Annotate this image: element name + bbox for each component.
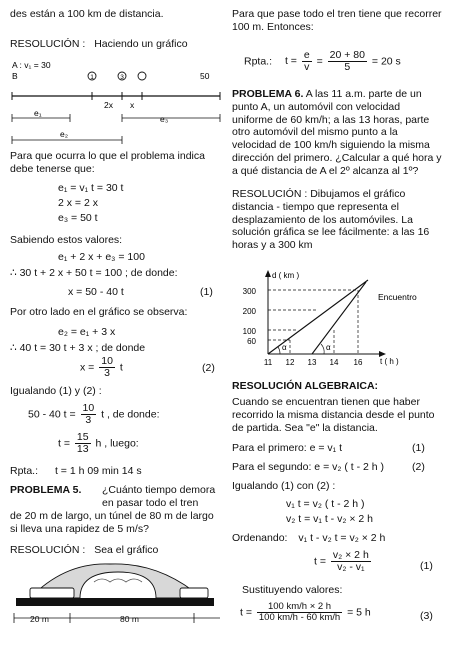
para-4: Igualando (1) y (2) :	[10, 385, 102, 397]
label-80m: 80 m	[120, 614, 139, 624]
problema-5-line-2: en pasar todo el tren	[102, 497, 199, 509]
eq-9: x = $\frac{10}{3}$ t	[80, 355, 123, 380]
eq-9-tag: (2)	[202, 362, 215, 374]
eq-2: 2 x = 2 x	[58, 197, 98, 209]
rpta-2: Rpta.: t = $\frac{e}{v}$ = $\frac{20 + 80}{5}$ = 20 s	[244, 49, 401, 74]
circle-1-label: 1	[90, 74, 94, 81]
label-x: x	[130, 100, 135, 110]
circle-marker-3	[118, 72, 126, 81]
problema-5-line-1: ¿Cuánto tiempo demora	[102, 484, 216, 496]
y-tick-300: 300	[242, 287, 256, 296]
eq-r2: v₂ t = v₁ t - v₂ × 2 h	[286, 513, 373, 525]
eq-7: e₂ = e₁ + 3 x	[58, 326, 116, 338]
label-b: B	[12, 71, 18, 81]
tunnel-diagram	[10, 560, 222, 628]
distance-time-graph	[232, 268, 442, 372]
problema-5-title: PROBLEMA 5.	[10, 484, 82, 496]
y-tick-60: 60	[247, 337, 256, 346]
eq-8: ∴ 40 t = 30 t + 3 x ; de donde	[10, 342, 146, 354]
eq-4: e₁ + 2 x + e₃ = 100	[58, 251, 145, 263]
eq-11: t = $\frac{15}{13}$ h , luego:	[58, 431, 139, 456]
alpha-2: α	[326, 343, 331, 352]
resolucion-1-label: RESOLUCIÓN :	[10, 38, 86, 50]
eq-3: e₃ = 50 t	[58, 212, 98, 224]
rpta-1: Rpta.: t = 1 h 09 min 14 s	[10, 465, 142, 477]
train-car-shape	[180, 588, 208, 598]
resolucion-3	[232, 188, 442, 252]
eq-6: x = 50 - 40 t	[68, 286, 124, 298]
eq-r4: t = $\frac{\text{v₂ × 2 h}}{\text{v₂ - v₁}}$	[314, 549, 369, 574]
y-tick-200: 200	[242, 307, 256, 316]
circle-3-label: 3	[120, 74, 124, 81]
eq-10: 50 - 40 t = $\frac{10}{3}$ t , de donde:	[28, 402, 160, 427]
eq-1: e₁ = v₁ t = 30 t	[58, 182, 124, 194]
eq-6-tag: (1)	[200, 286, 213, 298]
label-e3: e₃	[160, 114, 169, 124]
problema-6	[232, 88, 442, 178]
y-axis-label: d ( km )	[272, 271, 300, 280]
resolucion-3-label: RESOLUCIÓN :	[232, 188, 308, 200]
para-5: Cuando se encuentran tienen que haber recorrido la misma distancia desde el punto de partida. Sea "e" la distancia.	[232, 396, 435, 434]
alpha-1: α	[282, 343, 287, 352]
label-e1: e₁	[34, 108, 42, 118]
resolucion-4-title: RESOLUCIÓN ALGEBRAICA:	[232, 380, 379, 392]
eq-r5-tag: (3)	[420, 610, 433, 622]
label-a: A : v₁ = 30	[12, 60, 51, 70]
line-segundo: Para el segundo: e = v₂ ( t - 2 h )	[232, 461, 385, 473]
x-tick-11: 11	[263, 358, 273, 367]
ordenando: Ordenando: v₁ t - v₂ t = v₂ × 2 h	[232, 532, 386, 544]
sustituyendo: Sustituyendo valores:	[242, 584, 343, 596]
line-primero-tag: (1)	[412, 442, 425, 454]
eq-5: ∴ 30 t + 2 x + 50 t = 100 ; de donde:	[10, 267, 178, 279]
x-axis-label: t ( h )	[380, 357, 399, 366]
intro-tail: des están a 100 km de distancia.	[10, 8, 164, 20]
resolucion-3-text: Dibujamos el gráfico distancia - tiempo que representa el desplazamiento de los automóviles. La solución gráfica se lee fácilmente: a las 16 horas y a 300 km	[232, 188, 430, 252]
para-1: Para que ocurra lo que el problema indica debe tenerse que:	[10, 150, 205, 175]
rail-track	[16, 598, 214, 606]
problema-6-text: A las 11 a.m. parte de un punto A, un automóvil con velocidad uniforme de 60 km/h; a las 13 horas, parte otro automóvil del mismo punto a la velocidad de 100 km/h siguiendo la misma dirección del primero. ¿Calcular a qué hora y a qué distancia de A el 2º alcanza al 1º?	[232, 88, 442, 177]
resolucion-2: RESOLUCIÓN : Sea el gráfico	[10, 544, 159, 556]
x-tick-16: 16	[353, 358, 363, 367]
line-segundo-tag: (2)	[412, 461, 425, 473]
label-2x: 2x	[104, 100, 113, 110]
problema-5-line-4: si lleva una rapidez de 5 m/s?	[10, 523, 149, 535]
line-igualando: Igualando (1) con (2) :	[232, 480, 336, 492]
right-intro: Para que pase todo el tren tiene que recorrer 100 m. Entonces:	[232, 8, 442, 33]
eq-r4-tag: (1)	[420, 560, 433, 572]
resolucion-1	[10, 38, 188, 51]
train-shape	[30, 588, 74, 598]
x-tick-14: 14	[329, 358, 339, 367]
para-3: Por otro lado en el gráfico se observa:	[10, 306, 188, 318]
label-20m: 20 m	[30, 614, 49, 624]
eq-r5: t = $\frac{100 km/h \times 2 h}{100 km/h - 60 km/h}$ = 5 h	[240, 601, 371, 623]
resolucion-1-text: Haciendo un gráfico	[94, 38, 188, 50]
para-2: Sabiendo estos valores:	[10, 234, 123, 246]
line-primero: Para el primero: e = v₁ t	[232, 442, 343, 454]
label-e2: e₂	[60, 129, 69, 139]
problema-5-line-3: de 20 m de largo, un túnel de 80 m de largo	[10, 510, 214, 522]
encuentro-label: Encuentro	[378, 292, 417, 302]
eq-r1: v₁ t = v₂ ( t - 2 h )	[286, 498, 365, 510]
x-tick-12: 12	[285, 358, 295, 367]
label-50: 50	[200, 71, 210, 81]
problema-6-title: PROBLEMA 6.	[232, 88, 304, 100]
circle-marker-open	[138, 72, 146, 80]
x-tick-13: 13	[307, 358, 317, 367]
y-tick-100: 100	[242, 327, 256, 336]
circle-marker-1	[88, 72, 96, 81]
distance-diagram	[10, 58, 222, 150]
